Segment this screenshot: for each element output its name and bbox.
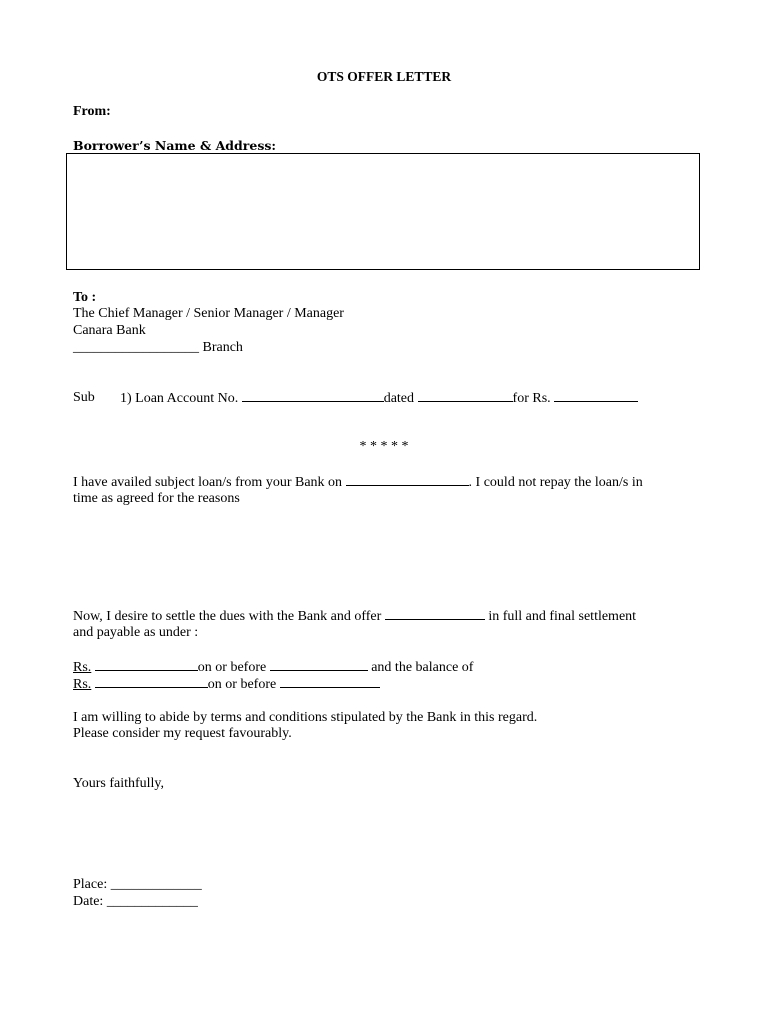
- dated-label: dated: [383, 391, 415, 406]
- closing-text: Yours faithfully,: [73, 776, 165, 791]
- paragraph3-line2: Please consider my request favourably.: [73, 726, 292, 741]
- balance-text: and the balance of: [371, 660, 474, 675]
- on-or-before-2: on or before: [207, 677, 277, 692]
- date-label: Date:: [73, 894, 104, 909]
- could-not-repay-text: . I could not repay the loan/s in: [468, 475, 643, 490]
- place-line: [73, 876, 202, 893]
- to-label: To :: [73, 290, 97, 305]
- settle-text: Now, I desire to settle the dues with the Bank and offer: [73, 609, 382, 624]
- amount-blank[interactable]: [554, 389, 638, 402]
- on-or-before-1: on or before: [197, 660, 267, 675]
- separator-stars: * * * * *: [359, 439, 409, 454]
- payment1-amount-blank[interactable]: [95, 658, 198, 671]
- addressee-title: The Chief Manager / Senior Manager / Manager: [73, 306, 344, 321]
- rs-label-2: Rs.: [73, 677, 92, 692]
- date-blank[interactable]: _____________: [106, 894, 198, 909]
- full-final-text: in full and final settlement: [488, 609, 637, 624]
- payment2-date-blank[interactable]: [280, 675, 380, 688]
- borrower-address-box[interactable]: [66, 153, 700, 270]
- from-label: From:: [73, 104, 111, 119]
- loan-account-label: 1) Loan Account No.: [120, 391, 239, 406]
- paragraph1-line2: time as agreed for the reasons: [73, 491, 240, 506]
- subject-label: Sub: [73, 390, 95, 405]
- availed-date-blank[interactable]: [346, 473, 469, 486]
- rs-label-1: Rs.: [73, 660, 92, 675]
- payment2-amount-blank[interactable]: [95, 675, 208, 688]
- bank-name: Canara Bank: [73, 323, 146, 338]
- payment1-date-blank[interactable]: [270, 658, 368, 671]
- branch-label: Branch: [202, 340, 243, 355]
- letter-title: OTS OFFER LETTER: [316, 69, 452, 84]
- subject-line: [120, 389, 638, 407]
- for-rs-label: for Rs.: [512, 391, 551, 406]
- date-line: [73, 893, 198, 910]
- paragraph2-line1: [73, 607, 636, 625]
- offer-amount-blank[interactable]: [385, 607, 485, 620]
- paragraph1-line1: [73, 473, 643, 491]
- borrower-label: Borrower’s Name & Address:: [73, 138, 277, 153]
- place-blank[interactable]: _____________: [110, 877, 202, 892]
- paragraph2-line2: and payable as under :: [73, 625, 199, 640]
- payment-line1: [73, 658, 473, 676]
- place-label: Place:: [73, 877, 108, 892]
- paragraph3-line1: I am willing to abide by terms and conditions stipulated by the Bank in this regard.: [73, 710, 538, 725]
- loan-account-blank[interactable]: [242, 389, 384, 402]
- branch-line: [73, 339, 243, 356]
- payment-line2: [73, 675, 380, 693]
- availed-text: I have availed subject loan/s from your Bank on: [73, 475, 343, 490]
- dated-blank[interactable]: [418, 389, 513, 402]
- branch-blank[interactable]: __________________: [73, 340, 199, 355]
